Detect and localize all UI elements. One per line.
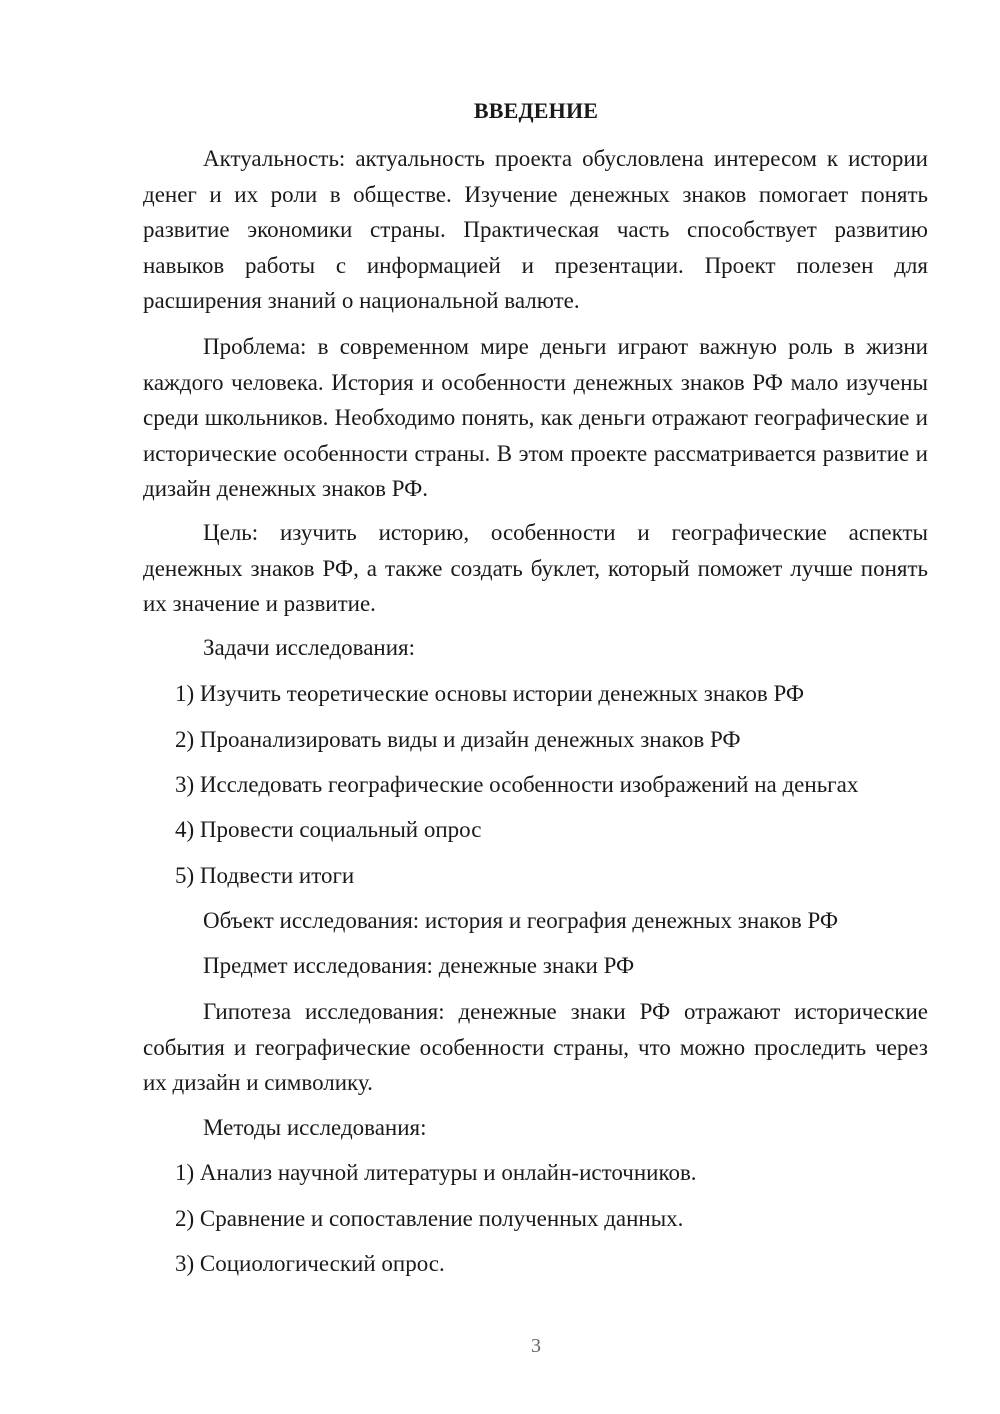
goal-paragraph: Цель: изучить историю, особенности и географические аспекты денежных знаков РФ, а также создать буклет, который поможет лучше понять их значение и развитие. <box>143 520 928 616</box>
hypothesis-paragraph: Гипотеза исследования: денежные знаки РФ отражают исторические события и географические особенности страны, что можно проследить через их дизайн и символику. <box>143 999 928 1095</box>
task-item: 4) Провести социальный опрос <box>175 817 482 842</box>
research-object: Объект исследования: история и география денежных знаков РФ <box>203 908 839 933</box>
tasks-title: Задачи исследования: <box>203 635 416 660</box>
method-item: 2) Сравнение и сопоставление полученных данных. <box>175 1206 684 1231</box>
methods-title: Методы исследования: <box>203 1115 427 1140</box>
method-item: 3) Социологический опрос. <box>175 1251 445 1276</box>
relevance-paragraph: Актуальность: актуальность проекта обусловлена интересом к истории денег и их роли в обществе. Изучение денежных знаков помогает понять развитие экономики страны. Практическая часть способствует развитию навыков работы с информацией и презентации. Проект полезен для расширения знаний о национальной валюте. <box>143 146 928 313</box>
task-item: 3) Исследовать географические особенности изображений на деньгах <box>175 772 859 797</box>
method-item: 1) Анализ научной литературы и онлайн-источников. <box>175 1160 697 1185</box>
task-item: 5) Подвести итоги <box>175 863 355 888</box>
task-item: 1) Изучить теоретические основы истории денежных знаков РФ <box>175 681 805 706</box>
task-item: 2) Проанализировать виды и дизайн денежных знаков РФ <box>175 727 741 752</box>
research-subject: Предмет исследования: денежные знаки РФ <box>203 953 635 978</box>
problem-paragraph: Проблема: в современном мире деньги играют важную роль в жизни каждого человека. История и особенности денежных знаков РФ мало изучены среди школьников. Необходимо понять, как деньги отражают географические и исторические особенности страны. В этом проекте рассматривается развитие и дизайн денежных знаков РФ. <box>143 334 928 501</box>
page-number: 3 <box>531 1335 541 1357</box>
page-title: ВВЕДЕНИЕ <box>473 98 599 123</box>
